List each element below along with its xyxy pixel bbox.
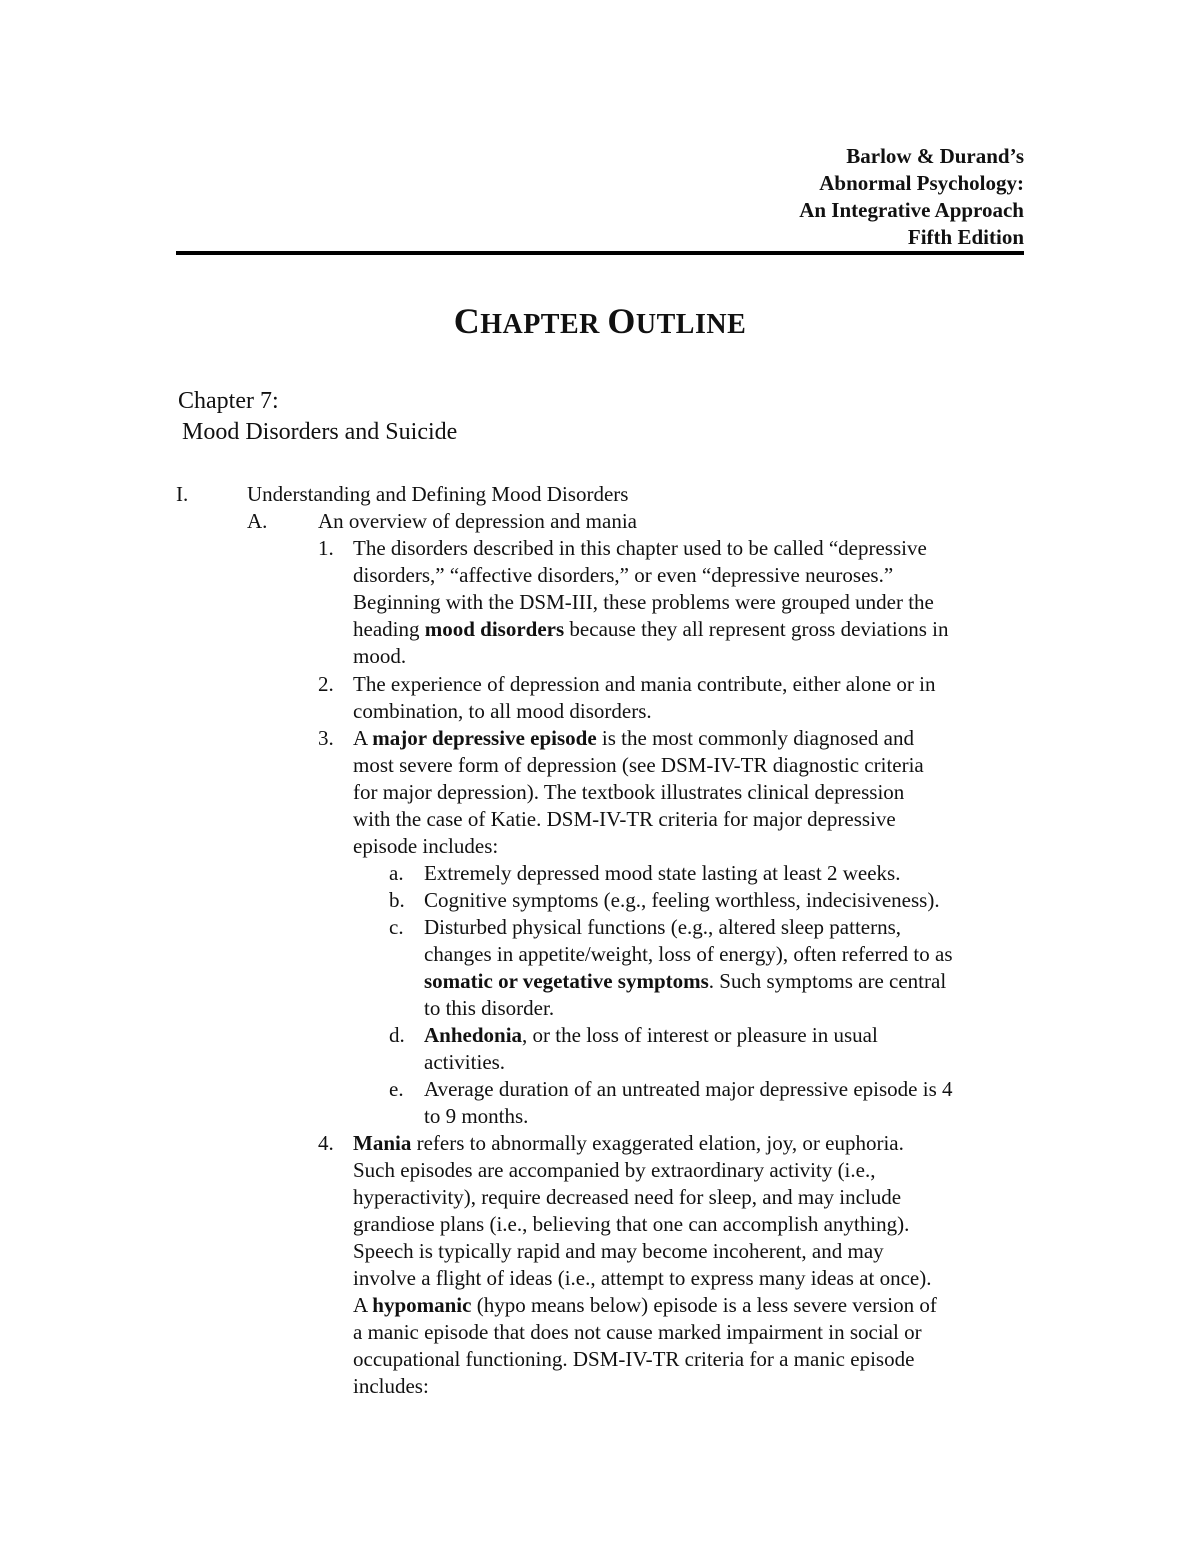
list-item-text (353, 725, 914, 752)
list-item-marker: 3. (318, 726, 334, 750)
text-run: because they all represent gross deviations in (564, 617, 949, 641)
list-item-text: combination, to all mood disorders. (353, 699, 652, 723)
text-run: . Such symptoms are central (708, 969, 947, 993)
book-header (799, 143, 1024, 251)
text-run: , or the loss of interest or pleasure in usual (522, 1023, 878, 1047)
list-item-marker: 2. (318, 672, 334, 696)
page-title (0, 300, 1200, 342)
sublist-marker: a. (389, 861, 404, 885)
list-item-text: for major depression). The textbook illustrates clinical depression (353, 780, 905, 804)
title-initial-o: O (607, 301, 636, 341)
book-title: Abnormal Psychology: (819, 171, 1024, 195)
sublist-text (424, 968, 946, 995)
text-run: refers to abnormally exaggerated elation, joy, or euphoria. (411, 1131, 904, 1155)
book-edition: Fifth Edition (907, 225, 1024, 249)
list-item-text: includes: (353, 1374, 429, 1398)
list-item-text: with the case of Katie. DSM-IV-TR criteria for major depressive (353, 807, 896, 831)
list-item-text: involve a flight of ideas (i.e., attempt to express many ideas at once). (353, 1266, 932, 1290)
key-term: major depressive episode (372, 726, 597, 750)
list-item-text (353, 1130, 904, 1157)
title-rest-2: UTLINE (635, 309, 747, 340)
book-subtitle: An Integrative Approach (799, 198, 1024, 222)
key-term: mood disorders (424, 617, 565, 641)
list-item-text: disorders,” “affective disorders,” or even “depressive neuroses.” (353, 563, 894, 587)
list-item-text (353, 1292, 937, 1319)
title-rest-1: HAPTER (480, 309, 608, 340)
list-item-text: The disorders described in this chapter used to be called “depressive (353, 536, 927, 560)
sublist-text: to 9 months. (424, 1104, 529, 1128)
list-item-marker: 1. (318, 536, 334, 560)
text-run: A (353, 726, 373, 750)
list-item-text: occupational functioning. DSM-IV-TR criteria for a manic episode (353, 1347, 915, 1371)
sublist-text: Extremely depressed mood state lasting at least 2 weeks. (424, 861, 901, 885)
chapter-name: Mood Disorders and Suicide (182, 419, 458, 445)
header-rule (176, 251, 1024, 255)
text-run: A (353, 1293, 373, 1317)
subsection-marker: A. (247, 509, 268, 533)
list-item-text: Such episodes are accompanied by extraordinary activity (i.e., (353, 1158, 876, 1182)
subsection-heading: An overview of depression and mania (318, 509, 637, 533)
sublist-text: Average duration of an untreated major depressive episode is 4 (424, 1077, 953, 1101)
key-term: somatic or vegetative symptoms (424, 969, 709, 993)
sublist-marker: c. (389, 915, 404, 939)
list-item-text: hyperactivity), require decreased need for sleep, and may include (353, 1185, 902, 1209)
list-item-text: grandiose plans (i.e., believing that one can accomplish anything). (353, 1212, 910, 1236)
key-term: Mania (353, 1131, 412, 1155)
list-item-text: The experience of depression and mania contribute, either alone or in (353, 672, 936, 696)
sublist-text: activities. (424, 1050, 506, 1074)
sublist-text: changes in appetite/weight, loss of energy), often referred to as (424, 942, 953, 966)
title-initial-c: C (453, 301, 481, 341)
book-author: Barlow & Durand’s (846, 144, 1024, 168)
list-item-text: episode includes: (353, 834, 499, 858)
list-item-text: most severe form of depression (see DSM-IV-TR diagnostic criteria (353, 753, 924, 777)
list-item-text (353, 616, 948, 643)
section-heading: Understanding and Defining Mood Disorders (247, 482, 629, 506)
chapter-number: Chapter 7: (178, 388, 279, 414)
list-item-text: Beginning with the DSM-III, these problems were grouped under the (353, 590, 934, 614)
list-item-marker: 4. (318, 1131, 334, 1155)
key-term: Anhedonia (424, 1023, 523, 1047)
list-item-text: a manic episode that does not cause marked impairment in social or (353, 1320, 922, 1344)
key-term: hypomanic (372, 1293, 472, 1317)
sublist-text: to this disorder. (424, 996, 555, 1020)
text-run: is the most commonly diagnosed and (596, 726, 914, 750)
sublist-marker: e. (389, 1077, 404, 1101)
list-item-text: Speech is typically rapid and may become incoherent, and may (353, 1239, 884, 1263)
text-run: (hypo means below) episode is a less severe version of (471, 1293, 937, 1317)
sublist-marker: b. (389, 888, 405, 912)
sublist-text (424, 1022, 878, 1049)
sublist-text: Disturbed physical functions (e.g., altered sleep patterns, (424, 915, 902, 939)
text-run: heading (353, 617, 425, 641)
section-marker: I. (176, 482, 189, 506)
sublist-text: Cognitive symptoms (e.g., feeling worthless, indecisiveness). (424, 888, 940, 912)
sublist-marker: d. (389, 1023, 405, 1047)
list-item-text: mood. (353, 644, 407, 668)
